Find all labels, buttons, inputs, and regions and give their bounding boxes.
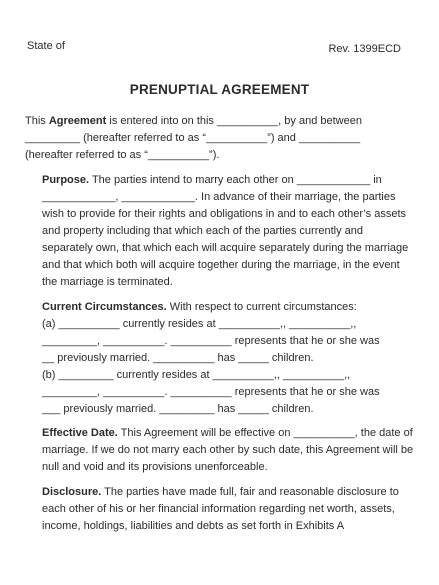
effective-date-body: This Agreement will be effective on __________, the date of marriage. If we do not marry each other by such date, this Agreement will be null and void and its provisions unenforceable. (42, 427, 414, 473)
circumstances-intro: With respect to current circumstances: (169, 301, 357, 313)
circumstances-section (42, 299, 414, 418)
revision-number: Rev. 1399ECD (328, 43, 401, 55)
disclosure-heading: Disclosure. (42, 486, 102, 498)
circumstances-line-b1: (b) _________ currently resides at __________,, __________,, (42, 369, 351, 381)
effective-date-section (42, 425, 414, 476)
state-label: State of (27, 40, 65, 52)
circumstances-line-a3: __ previously married. __________ has _____ children. (42, 352, 314, 364)
circumstances-line-b3: ___ previously married. _________ has _____ children. (42, 403, 314, 415)
circumstances-line-b2: _________, __________. __________ represents that he or she was (42, 386, 380, 398)
circumstances-heading: Current Circumstances. (42, 301, 167, 313)
circumstances-line-a1: (a) __________ currently resides at __________,, __________,, (42, 318, 357, 330)
intro-paragraph (25, 113, 405, 164)
effective-date-heading: Effective Date. (42, 427, 118, 439)
intro-bold-word: Agreement (48, 115, 107, 127)
document-title: PRENUPTIAL AGREEMENT (129, 82, 310, 97)
purpose-heading: Purpose. (42, 174, 90, 186)
disclosure-body: The parties have made full, fair and reasonable disclosure to each other of his or her financial information regarding net worth, assets, income, holdings, liabilities and debts as set forth in Exhibits A (42, 486, 399, 532)
intro-rest: is entered into on this __________, by and between _________ (hereafter referred to as “__________”) and __________ (hereafter referred to as “__________”). (25, 115, 362, 161)
intro-lead: This (25, 115, 49, 127)
circumstances-intro-line (42, 299, 414, 316)
circumstances-line-a2: _________, __________. __________ represents that he or she was (42, 335, 380, 347)
purpose-section (42, 172, 414, 291)
disclosure-section (42, 484, 414, 535)
purpose-body: The parties intend to marry each other on ____________ in ____________, ____________. In advance of their marriage, the parties wish to provide for their rights and obligations in and to each other’s assets and property including that which each of the parties currently and separately own, that which each will acquire separately during the marriage and that which both will acquire together during the marriage, in the event the marriage is terminated. (42, 174, 409, 288)
